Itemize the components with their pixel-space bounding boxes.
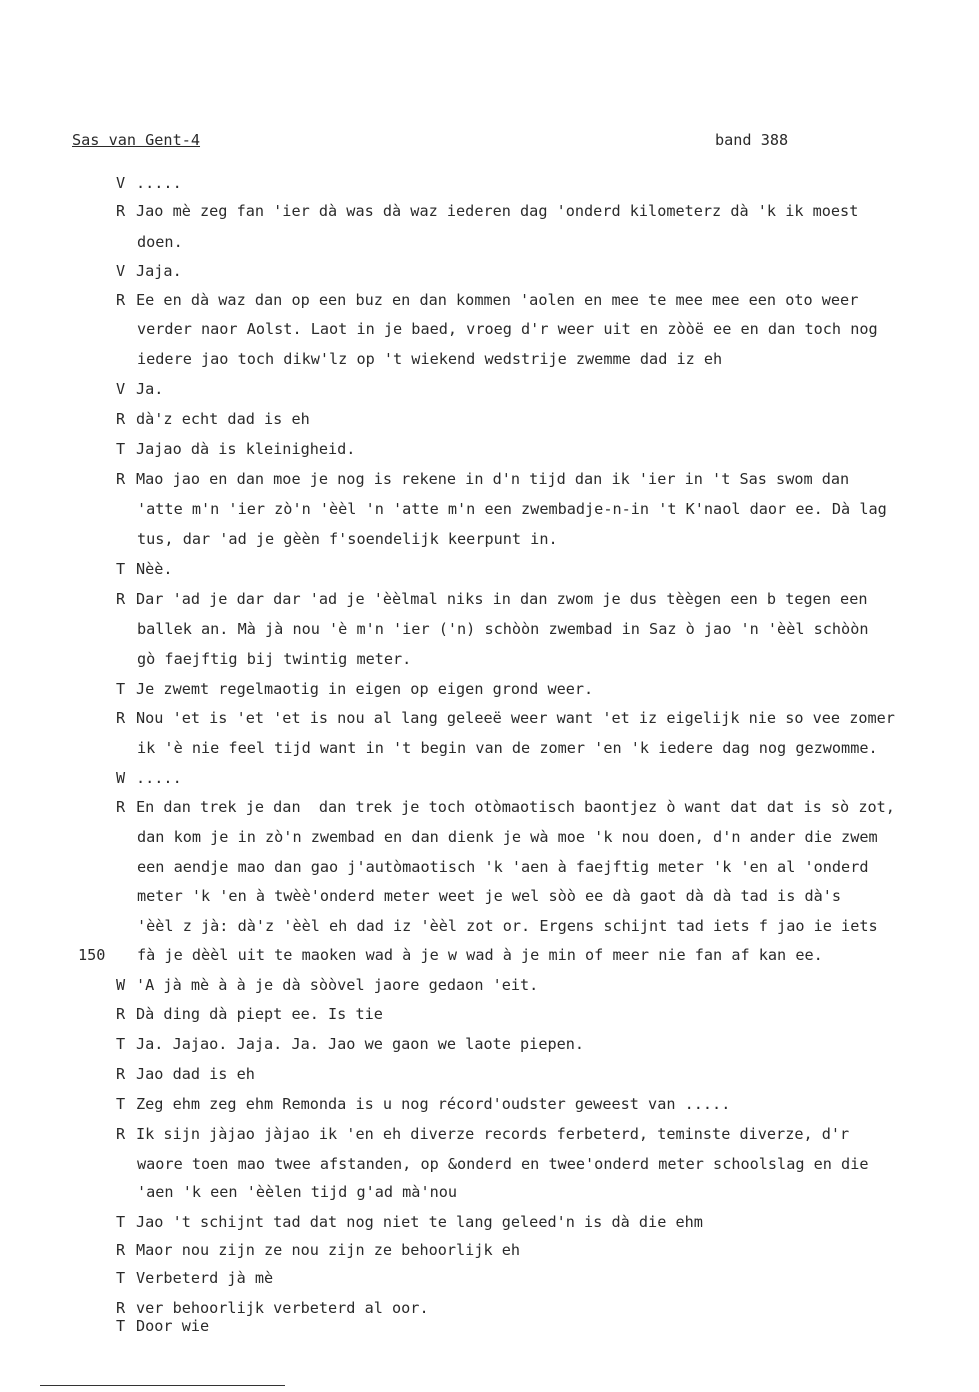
utterance-text: ik 'è nie feel tijd want in 't begin van de zomer 'en 'k iedere dag nog gezwomme. (137, 739, 878, 757)
speaker-label: R (116, 410, 126, 428)
utterance-text: Ik sijn jàjao jàjao ik 'en eh diverze records ferbeterd, teminste diverze, d'r (136, 1125, 850, 1143)
utterance-text: Ja. Jajao. Jaja. Ja. Jao we gaon we laote piepen. (136, 1035, 585, 1053)
utterance-text: Nèè. (136, 560, 173, 578)
speaker-label: R (116, 590, 126, 608)
utterance-text: Zeg ehm zeg ehm Remonda is u nog récord'oudster geweest van ..... (136, 1095, 731, 1113)
speaker-label: R (116, 798, 126, 816)
speaker-label: T (116, 1095, 126, 1113)
speaker-label: R (116, 1125, 126, 1143)
speaker-label: T (116, 1269, 126, 1287)
utterance-text: Dà ding dà piept ee. Is tie (136, 1005, 383, 1023)
utterance-text: Jajao dà is kleinigheid. (136, 440, 356, 458)
utterance-text: ballek an. Mà jà nou 'è m'n 'ier ('n) schòòn zwembad in Saz ò jao 'n 'èèl schòòn (137, 620, 869, 638)
speaker-label: T (116, 440, 126, 458)
document-title: Sas van Gent-4 (72, 131, 201, 149)
utterance-text: verder naor Aolst. Laot in je baed, vroeg d'r weer uit en zòòë ee en dan toch nog (137, 320, 878, 338)
utterance-text: tus, dar 'ad je gèèn f'soendelijk keerpunt in. (137, 530, 558, 548)
speaker-label: T (116, 1317, 126, 1335)
utterance-text: dan kom je in zò'n zwembad en dan dienk je wà moe 'k nou doen, d'n ander die zwem (137, 828, 878, 846)
utterance-text: fà je dèèl uit te maoken wad à je w wad à je min of meer nie fan af kan ee. (137, 946, 823, 964)
speaker-label: V (116, 380, 126, 398)
speaker-label: T (116, 1213, 126, 1231)
utterance-text: 'atte m'n 'ier zò'n 'èèl 'n 'atte m'n een zwembadje-n-in 't K'naol daor ee. Dà lag (137, 500, 887, 518)
utterance-text: dà'z echt dad is eh (136, 410, 310, 428)
utterance-text: een aendje mao dan gao j'autòmaotisch 'k 'aen à faejftig meter 'k 'en al 'onderd (137, 858, 869, 876)
speaker-label: T (116, 560, 126, 578)
utterance-text: Mao jao en dan moe je nog is rekene in d'n tijd dan ik 'ier in 't Sas swom dan (136, 470, 850, 488)
utterance-text: Jao mè zeg fan 'ier dà was dà waz iederen dag 'onderd kilometerz dà 'k ik moest (136, 202, 859, 220)
utterance-text: Jaja. (136, 262, 182, 280)
speaker-label: R (116, 202, 126, 220)
speaker-label: R (116, 709, 126, 727)
speaker-label: W (116, 976, 126, 994)
utterance-text: En dan trek je dan dan trek je toch otòmaotisch baontjez ò want dat dat is sò zot, (136, 798, 895, 816)
speaker-label: V (116, 174, 126, 192)
speaker-label: R (116, 470, 126, 488)
utterance-text: meter 'k 'en à twèè'onderd meter weet je wel sòò ee dà gaot dà dà tad is dà's (137, 887, 842, 905)
utterance-text: gò faejftig bij twintig meter. (137, 650, 412, 668)
speaker-label: T (116, 680, 126, 698)
utterance-text: 'aen 'k een 'èèlen tijd g'ad mà'nou (137, 1183, 458, 1201)
footer-rule (40, 1385, 285, 1386)
speaker-label: R (116, 1005, 126, 1023)
utterance-text: Jao 't schijnt tad dat nog niet te lang geleed'n is dà die ehm (136, 1213, 703, 1231)
utterance-text: ..... (136, 769, 182, 787)
utterance-text: ..... (136, 174, 182, 192)
utterance-text: Dar 'ad je dar dar 'ad je 'èèlmal niks in dan zwom je dus tèègen een b tegen een (136, 590, 868, 608)
utterance-text: iedere jao toch dikw'lz op 't wiekend wedstrije zwemme dad iz eh (137, 350, 723, 368)
utterance-text: Ja. (136, 380, 164, 398)
utterance-text: Je zwemt regelmaotig in eigen op eigen grond weer. (136, 680, 594, 698)
utterance-text: Maor nou zijn ze nou zijn ze behoorlijk eh (136, 1241, 521, 1259)
utterance-text: Nou 'et is 'et 'et is nou al lang geleeë weer want 'et iz eigelijk nie so vee zomer (136, 709, 895, 727)
utterance-text: Ee en dà waz dan op een buz en dan kommen 'aolen en mee te mee mee een oto weer (136, 291, 859, 309)
utterance-text: Verbeterd jà mè (136, 1269, 274, 1287)
band-number: band 388 (715, 131, 789, 149)
speaker-label: R (116, 1065, 126, 1083)
speaker-label: V (116, 262, 126, 280)
speaker-label: W (116, 769, 126, 787)
margin-line-number: 150 (78, 946, 106, 964)
utterance-text: waore toen mao twee afstanden, op &onderd en twee'onderd meter schoolslag en die (137, 1155, 869, 1173)
utterance-text: 'èèl z jà: dà'z 'èèl eh dad iz 'èèl zot or. Ergens schijnt tad iets f jao ie iets (137, 917, 878, 935)
utterance-text: 'A jà mè à à je dà sòòvel jaore gedaon 'eit. (136, 976, 539, 994)
speaker-label: R (116, 1299, 126, 1317)
speaker-label: R (116, 291, 126, 309)
utterance-text: ver behoorlijk verbeterd al oor. (136, 1299, 429, 1317)
utterance-text: Jao dad is eh (136, 1065, 255, 1083)
speaker-label: T (116, 1035, 126, 1053)
utterance-text: doen. (137, 233, 183, 251)
utterance-text: Door wie (136, 1317, 210, 1335)
speaker-label: R (116, 1241, 126, 1259)
